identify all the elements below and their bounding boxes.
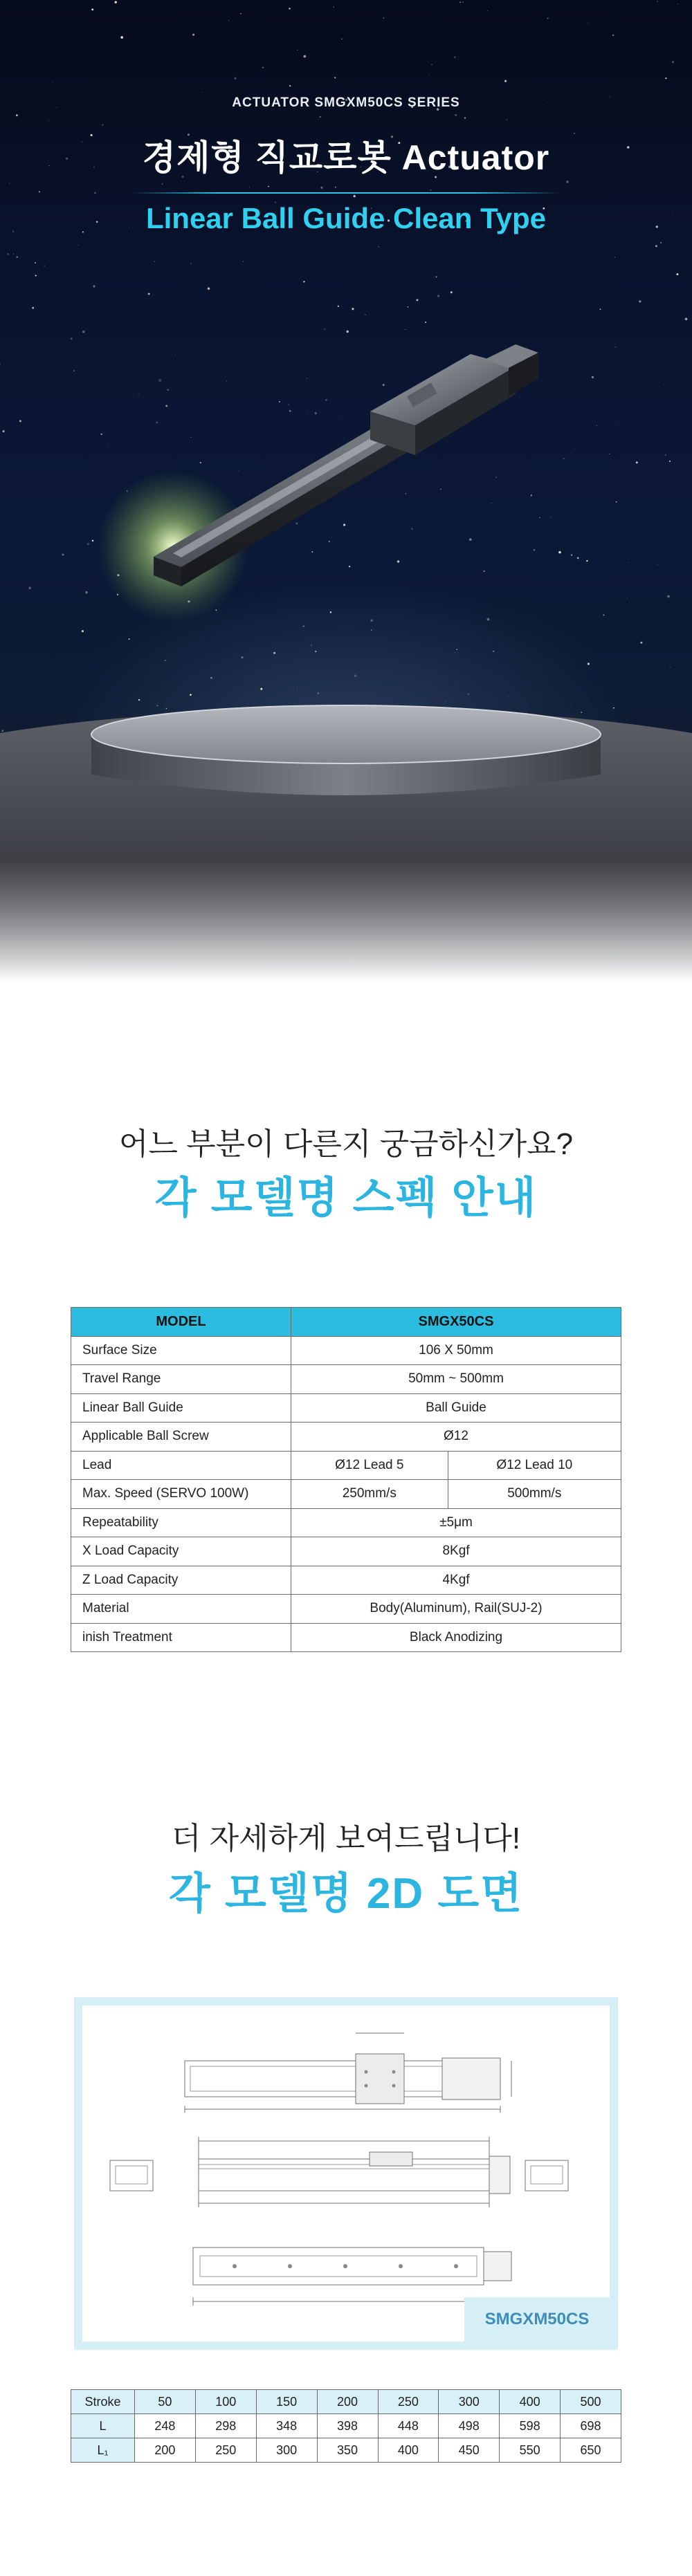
length-value: 698 [561, 2414, 621, 2438]
star [459, 1, 461, 3]
spec-label: Lead [71, 1451, 291, 1480]
length-value: 650 [561, 2438, 621, 2463]
star [9, 183, 10, 184]
stroke-value: 150 [256, 2390, 317, 2414]
spec-value: 4Kgf [291, 1566, 621, 1595]
star [268, 186, 269, 187]
spec-label: Max. Speed (SERVO 100W) [71, 1480, 291, 1509]
spec-value-b: 500mm/s [448, 1480, 621, 1509]
length-value: 350 [317, 2438, 378, 2463]
table-row [71, 1451, 621, 1480]
spec-label: Surface Size [71, 1336, 291, 1365]
star [454, 57, 455, 58]
star [455, 114, 457, 116]
length-value: 200 [135, 2438, 196, 2463]
spec-header-model: SMGX50CS [291, 1308, 621, 1337]
star [566, 180, 569, 183]
star [334, 77, 336, 78]
star [504, 80, 507, 82]
drawing-model-badge: SMGXM50CS [464, 2297, 610, 2342]
star [655, 245, 657, 247]
star [115, 1, 117, 3]
table-row [71, 1393, 621, 1423]
star [243, 261, 244, 262]
drawing-section-title: 각 모델명 2D 도면 [168, 1870, 524, 1918]
length-value: 450 [439, 2438, 500, 2463]
star [303, 281, 304, 282]
actuator-product-illustration [0, 290, 692, 982]
star [341, 38, 343, 39]
star [162, 183, 163, 185]
stroke-value: 50 [135, 2390, 196, 2414]
star [94, 192, 96, 194]
drawing-section-intro: 더 자세하게 보여드립니다! [171, 1822, 521, 1855]
star [16, 256, 17, 257]
spec-label: X Load Capacity [71, 1537, 291, 1566]
length-value: 448 [378, 2414, 439, 2438]
star [289, 85, 291, 86]
spec-value: 8Kgf [291, 1537, 621, 1566]
star [422, 287, 423, 288]
star [93, 285, 95, 287]
star [7, 253, 9, 255]
spec-value: Ball Guide [291, 1393, 621, 1423]
star [672, 61, 674, 63]
table-row [71, 1537, 621, 1566]
stroke-value: 200 [317, 2390, 378, 2414]
star [235, 77, 237, 80]
spec-label: Travel Range [71, 1365, 291, 1394]
stroke-value: 300 [439, 2390, 500, 2414]
table-row [71, 1595, 621, 1624]
star [91, 8, 93, 10]
table-row [71, 1336, 621, 1365]
star [48, 120, 49, 121]
length-value: 598 [500, 2414, 561, 2438]
star [612, 35, 614, 37]
star [676, 273, 678, 275]
spec-value: Ø12 [291, 1423, 621, 1452]
spec-value: 106 X 50mm [291, 1336, 621, 1365]
spec-section-question: 어느 부분이 다른지 궁금하신가요? [118, 1127, 574, 1161]
table-row [71, 1566, 621, 1595]
2d-drawing-illustration [82, 2005, 610, 2342]
star [192, 34, 194, 36]
stroke-value: 250 [378, 2390, 439, 2414]
stroke-header-label: Stroke [71, 2390, 135, 2414]
star [428, 74, 429, 75]
star [383, 17, 385, 19]
spec-label: Repeatability [71, 1508, 291, 1537]
star [431, 64, 432, 65]
spec-header-label: MODEL [71, 1308, 291, 1337]
spec-value-a: 250mm/s [291, 1480, 448, 1509]
length-value: 550 [500, 2438, 561, 2463]
star [39, 191, 40, 192]
star [547, 17, 549, 19]
length-value: 300 [256, 2438, 317, 2463]
star [120, 36, 123, 39]
star [463, 1, 464, 2]
star [335, 187, 336, 188]
star [208, 287, 210, 290]
stroke-row-label: L [71, 2414, 135, 2438]
table-row [71, 1480, 621, 1509]
spec-value: ±5μm [291, 1508, 621, 1537]
spec-label: inish Treatment [71, 1623, 291, 1652]
star [320, 187, 322, 189]
length-value: 498 [439, 2414, 500, 2438]
stroke-value: 100 [195, 2390, 256, 2414]
star [303, 55, 306, 58]
stroke-table [71, 2389, 621, 2463]
star [35, 262, 36, 263]
star [677, 3, 678, 4]
table-row [71, 2438, 621, 2463]
table-row [71, 1623, 621, 1652]
star [35, 275, 37, 276]
technical-drawing [82, 2005, 610, 2342]
length-value: 298 [195, 2414, 256, 2438]
spec-label: Linear Ball Guide [71, 1393, 291, 1423]
spec-value-a: Ø12 Lead 5 [291, 1451, 448, 1480]
star [289, 8, 290, 9]
hero-divider [131, 192, 561, 194]
spec-label: Applicable Ball Screw [71, 1423, 291, 1452]
star [665, 77, 666, 79]
star [262, 67, 264, 68]
spec-value: 50mm ~ 500mm [291, 1365, 621, 1394]
star [660, 242, 662, 243]
table-row [71, 1508, 621, 1537]
star [436, 277, 437, 278]
hero-kicker: ACTUATOR SMGXM50CS SERIES [232, 95, 460, 110]
table-row [71, 1423, 621, 1452]
spec-label: Z Load Capacity [71, 1566, 291, 1595]
star [353, 195, 355, 197]
length-value: 400 [378, 2438, 439, 2463]
table-row [71, 2414, 621, 2438]
star [16, 114, 18, 116]
hero-banner [0, 0, 692, 982]
spec-value: Black Anodizing [291, 1623, 621, 1652]
star [320, 116, 321, 118]
length-value: 348 [256, 2414, 317, 2438]
star [240, 13, 241, 14]
spec-table [71, 1307, 621, 1652]
spec-section-title: 각 모델명 스펙 안내 [154, 1174, 538, 1222]
stroke-value: 500 [561, 2390, 621, 2414]
star [430, 189, 431, 191]
hero-subtitle: Linear Ball Guide Clean Type [145, 202, 547, 234]
star [487, 10, 488, 11]
length-value: 398 [317, 2414, 378, 2438]
length-value: 248 [135, 2414, 196, 2438]
stroke-header-row [71, 2390, 621, 2414]
table-row [71, 1365, 621, 1394]
hero-title: 경제형 직교로봇 Actuator [142, 138, 550, 177]
star [657, 1, 658, 2]
spec-value: Body(Aluminum), Rail(SUJ-2) [291, 1595, 621, 1624]
spec-value-b: Ø12 Lead 10 [448, 1451, 621, 1480]
star [190, 263, 192, 264]
technical-drawing-frame [74, 1997, 618, 2350]
spec-table-header [71, 1308, 621, 1337]
star [464, 117, 466, 118]
stroke-value: 400 [500, 2390, 561, 2414]
star [102, 124, 103, 125]
length-value: 250 [195, 2438, 256, 2463]
star [228, 20, 229, 21]
stroke-row-label: L₁ [71, 2438, 135, 2463]
star [154, 261, 155, 262]
spec-label: Material [71, 1595, 291, 1624]
